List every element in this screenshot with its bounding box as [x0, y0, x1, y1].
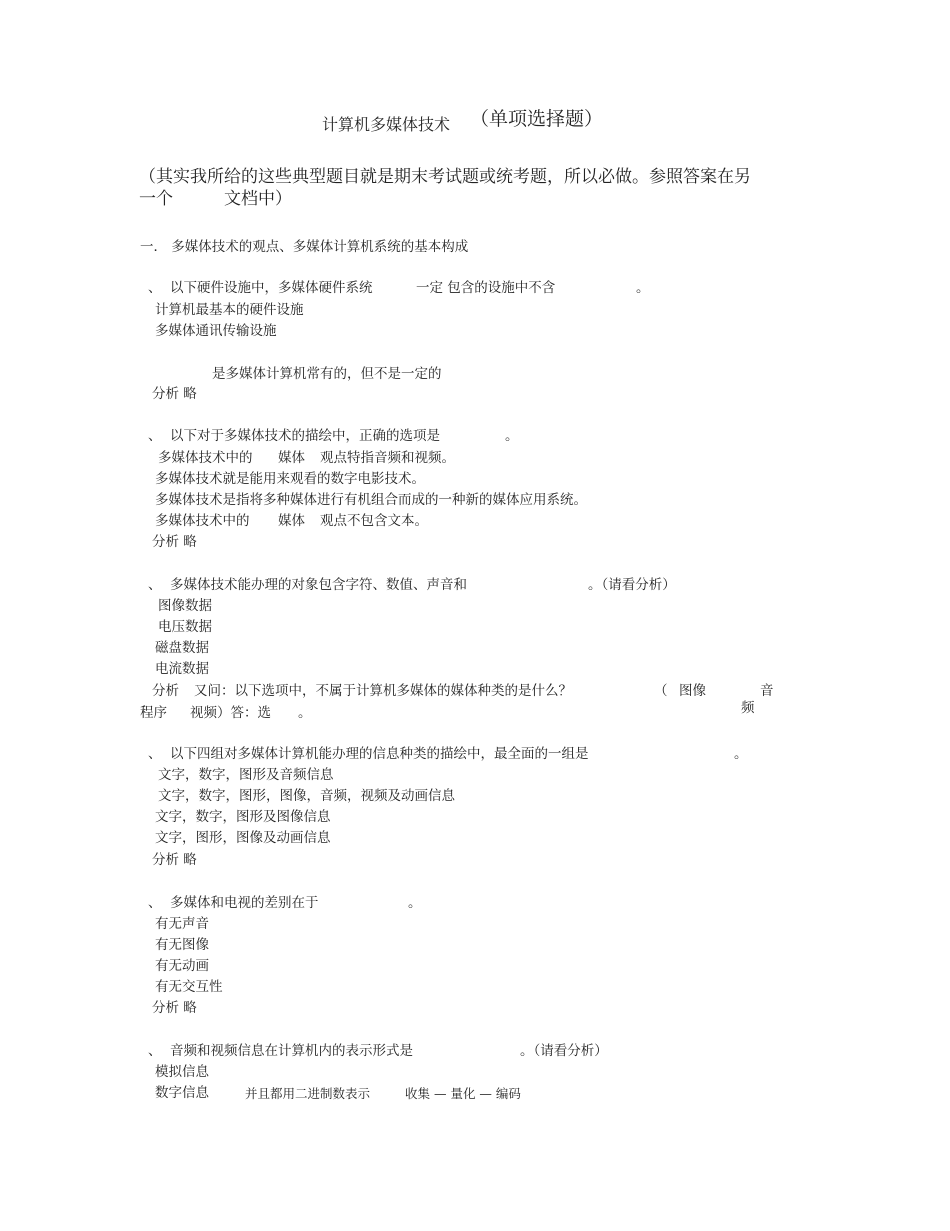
q6-mark: 、 — [148, 1043, 162, 1059]
q4-stem: 以下四组对多媒体计算机能办理的信息种类的描绘中，最全面的一组是 — [170, 746, 589, 762]
q1-note: 是多媒体计算机常有的，但不是一定的 — [212, 366, 442, 382]
q3-followup-program: 程序 — [140, 705, 167, 721]
q6-stem: 音频和视频信息在计算机内的表示形式是 — [170, 1043, 413, 1059]
q3-option-3: 磁盘数据 — [155, 640, 209, 656]
q2-option-1-b: 媒体 — [278, 450, 305, 466]
q2-stem: 以下对于多媒体技术的描绘中，正确的选项是 — [170, 428, 440, 444]
q3-analysis-label: 分析 — [152, 683, 179, 699]
q4-option-2: 文字，数字，图形，图像，音频，视频及动画信息 — [158, 788, 455, 804]
q2-analysis: 分析 略 — [152, 534, 197, 550]
q2-option-3: 多媒体技术是指将多种媒体进行有机组合而成的一种新的媒体应用系统。 — [155, 492, 587, 508]
q2-stem-end: 。 — [505, 428, 519, 444]
q3-followup-image: 图像 — [679, 683, 706, 699]
q3-followup-paren: （ — [654, 683, 668, 699]
q3-option-2: 电压数据 — [158, 619, 212, 635]
q5-option-3: 有无动画 — [155, 958, 209, 974]
intro-line-2-b: 文档中） — [224, 189, 292, 209]
q5-option-1: 有无声音 — [155, 916, 209, 932]
q4-option-1: 文字，数字，图形及音频信息 — [158, 767, 334, 783]
section-heading: 一． 多媒体技术的观点、多媒体计算机系统的基本构成 — [140, 239, 469, 255]
q5-stem-end: 。 — [408, 895, 422, 911]
q3-followup-audio-2: 频 — [741, 700, 755, 716]
q1-option-2: 多媒体通讯传输设施 — [155, 323, 277, 339]
q2-option-4-b: 媒体 — [278, 513, 305, 529]
q3-mark: 、 — [148, 577, 162, 593]
q3-followup-question: 又问：以下选项中，不属于计算机多媒体的媒体种类的是什么？ — [194, 683, 572, 699]
q3-stem-end: 。（请看分析） — [588, 577, 676, 593]
q6-note-binary: 并且都用二进制数表示 — [245, 1086, 371, 1101]
q2-mark: 、 — [148, 428, 162, 444]
q4-mark: 、 — [148, 746, 162, 762]
q2-option-4-c: 观点不包含文本。 — [320, 513, 428, 529]
q4-option-3: 文字，数字，图形及图像信息 — [155, 809, 331, 825]
q4-option-4: 文字，图形，图像及动画信息 — [155, 830, 331, 846]
page-subtitle: （单项选择题） — [470, 108, 604, 130]
q5-option-4: 有无交互性 — [155, 979, 223, 995]
intro-line-2-a: 一个 — [139, 189, 173, 209]
q6-option-2: 数字信息 — [155, 1085, 209, 1101]
page-title: 计算机多媒体技术 — [322, 115, 451, 134]
q2-option-1-c: 观点特指音频和视频。 — [320, 450, 455, 466]
q3-followup-end: 。 — [298, 705, 312, 721]
q2-option-4-a: 多媒体技术中的 — [155, 513, 250, 529]
q5-option-2: 有无图像 — [155, 937, 209, 953]
q6-note-steps: 收集 — 量化 — 编码 — [405, 1086, 521, 1101]
q5-analysis: 分析 略 — [152, 1000, 197, 1016]
q3-followup-audio-1: 音 — [760, 683, 774, 699]
q1-stem-end: 。 — [636, 280, 650, 296]
q3-option-4: 电流数据 — [155, 661, 209, 677]
q5-stem: 多媒体和电视的差别在于 — [170, 895, 319, 911]
q3-stem: 多媒体技术能办理的对象包含字符、数值、声音和 — [170, 577, 467, 593]
q2-option-1-a: 多媒体技术中的 — [158, 450, 253, 466]
q1-option-1: 计算机最基本的硬件设施 — [155, 302, 304, 318]
intro-line-1: （其实我所给的这些典型题目就是期末考试题或统考题，所以必做。参照答案在另 — [139, 167, 751, 187]
q5-mark: 、 — [148, 895, 162, 911]
q3-option-1: 图像数据 — [158, 598, 212, 614]
q6-option-1: 模拟信息 — [155, 1064, 209, 1080]
q1-analysis: 分析 略 — [152, 386, 197, 402]
q4-stem-end: 。 — [734, 746, 748, 762]
q2-option-2: 多媒体技术就是能用来观看的数字电影技术。 — [155, 471, 425, 487]
q1-stem-a: 以下硬件设施中，多媒体硬件系统 — [170, 280, 373, 296]
q1-mark: 、 — [148, 280, 162, 296]
q6-stem-end: 。（请看分析） — [520, 1043, 608, 1059]
q3-followup-video-answer: 视频）答：选 — [190, 705, 271, 721]
q4-analysis: 分析 略 — [152, 852, 197, 868]
q1-stem-b: 一定 包含的设施中不含 — [416, 280, 556, 296]
